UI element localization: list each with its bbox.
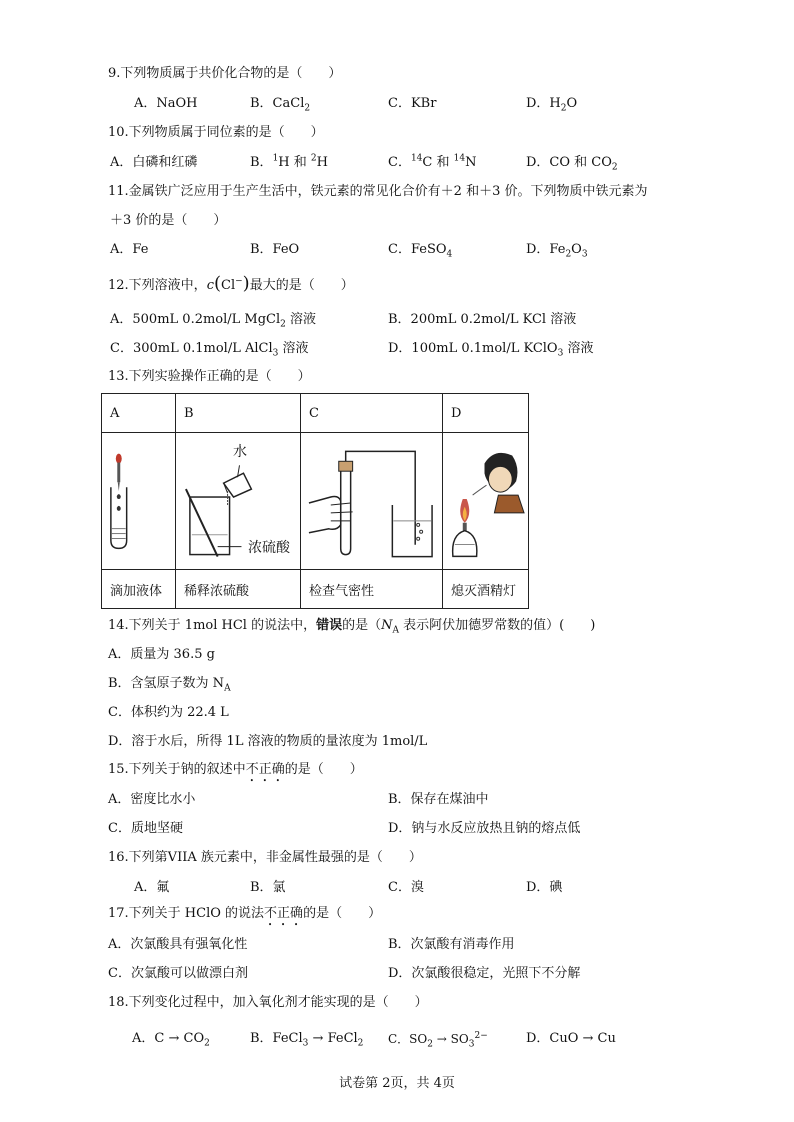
q14-option-a: A．质量为 36.5 g (108, 647, 215, 662)
experiment-caption-c: 检查气密性 (301, 570, 443, 609)
q18-option-d: D．CuO → Cu (526, 1031, 616, 1046)
q14-option-b: B．含氢原子数为 $N_A$ (108, 676, 231, 694)
q9-option-a: A．NaOH (134, 96, 198, 111)
q15-option-d: D．钠与水反应放热且钠的熔点低 (388, 821, 581, 836)
q17-option-d: D．次氯酸很稳定，光照下不分解 (388, 966, 581, 981)
experiment-image-d (443, 433, 529, 570)
q14-stem: 14.下列关于 1mol HCl 的说法中，错误的是（$N_A$ 表示阿伏加德罗常数的值）( ) (108, 618, 596, 636)
q16-option-d: D．碘 (526, 880, 563, 895)
q10-option-a: A．白磷和红磷 (110, 155, 198, 170)
experiment-image-a (102, 433, 176, 570)
q16-option-a: A．氟 (134, 880, 170, 895)
q17-stem: 17.下列关于 HClO 的说法不正确的是（ ） (108, 906, 382, 921)
experiment-image-b (176, 433, 301, 570)
label-water: 水 (233, 444, 247, 460)
q16-option-c: C．溴 (388, 880, 424, 895)
q18-option-c: C．$SO_2 \to SO_3^{2-}$ (388, 1031, 488, 1050)
experiment-caption-d: 熄灭酒精灯 (443, 570, 529, 609)
q11-option-c: C．FeSO$_4$ (388, 242, 453, 260)
q15-option-a: A．密度比水小 (108, 792, 196, 807)
q11-stem-line1: 11.金属铁广泛应用于生产生活中，铁元素的常见化合价有＋2 和＋3 价。下列物质中铁元素为 (108, 184, 648, 199)
experiment-caption-b: 稀释浓硫酸 (176, 570, 301, 609)
dropper-test-tube-illustration (102, 433, 175, 569)
experiment-header-b: B (176, 394, 301, 433)
label-concentrated-sulfuric-acid: 浓硫酸 (248, 540, 290, 556)
q18-stem: 18.下列变化过程中，加入氧化剂才能实现的是（ ） (108, 995, 428, 1010)
q11-option-a: A．Fe (110, 242, 149, 257)
q14-option-d: D．溶于水后，所得 1L 溶液的物质的量浓度为 1mol/L (108, 734, 428, 749)
experiment-caption-a: 滴加液体 (102, 570, 176, 609)
q11-stem-line2: ＋3 价的是（ ） (110, 213, 227, 228)
q11-option-d: D．$Fe_2O_3$ (526, 242, 588, 260)
experiment-image-c (301, 433, 443, 570)
q12-option-d: D．100mL 0.1mol/L KClO$_3$ 溶液 (388, 341, 594, 359)
q9-option-d: D．$H_2O$ (526, 96, 578, 114)
q15-stem: 15.下列关于钠的叙述中不正确的是（ ） (108, 762, 363, 777)
q10-option-d: D．CO 和 $CO_2$ (526, 155, 618, 173)
q12-stem: 12.下列溶液中，c(Cl−)最大的是（ ） (108, 273, 354, 294)
experiment-table (101, 393, 529, 609)
q12-option-c: C．300mL 0.1mol/L AlCl$_3$ 溶液 (110, 341, 309, 359)
q12-option-b: B．200mL 0.2mol/L KCl 溶液 (388, 312, 577, 327)
q18-option-a: A．$C \to CO_2$ (132, 1031, 210, 1049)
airtightness-check-illustration (301, 433, 442, 569)
q18-option-b: B．FeCl$_3$ → FeCl$_2$ (250, 1031, 364, 1049)
q17-option-c: C．次氯酸可以做漂白剂 (108, 966, 248, 981)
q14-option-c: C．体积约为 22.4 L (108, 705, 229, 720)
q11-option-b: B．FeO (250, 242, 300, 257)
q16-stem: 16.下列第VIIA 族元素中，非金属性最强的是（ ） (108, 850, 422, 865)
q15-option-c: C．质地坚硬 (108, 821, 183, 836)
q10-option-c: C．$^{14}$C 和 $^{14}$N (388, 153, 477, 170)
q12-option-a: A．500mL 0.2mol/L MgCl$_2$ 溶液 (110, 312, 317, 330)
extinguishing-lamp-illustration (443, 433, 528, 569)
q17-option-b: B．次氯酸有消毒作用 (388, 937, 515, 952)
q17-option-a: A．次氯酸具有强氧化性 (108, 937, 248, 952)
q15-option-b: B．保存在煤油中 (388, 792, 489, 807)
q10-option-b: B．$^1$H 和 $^2$H (250, 153, 328, 170)
q9-stem: 9.下列物质属于共价化合物的是（ ） (108, 66, 342, 81)
page-footer: 试卷第 2页，共 4页 (339, 1076, 455, 1091)
q9-option-b: B．CaCl$_2$ (250, 96, 311, 114)
q13-stem: 13.下列实验操作正确的是（ ） (108, 369, 311, 384)
experiment-header-d: D (443, 394, 529, 433)
q16-option-b: B．氯 (250, 880, 286, 895)
q9-option-c: C．KBr (388, 96, 437, 111)
q10-stem: 10.下列物质属于同位素的是（ ） (108, 125, 324, 140)
experiment-header-a: A (102, 394, 176, 433)
experiment-header-c: C (301, 394, 443, 433)
